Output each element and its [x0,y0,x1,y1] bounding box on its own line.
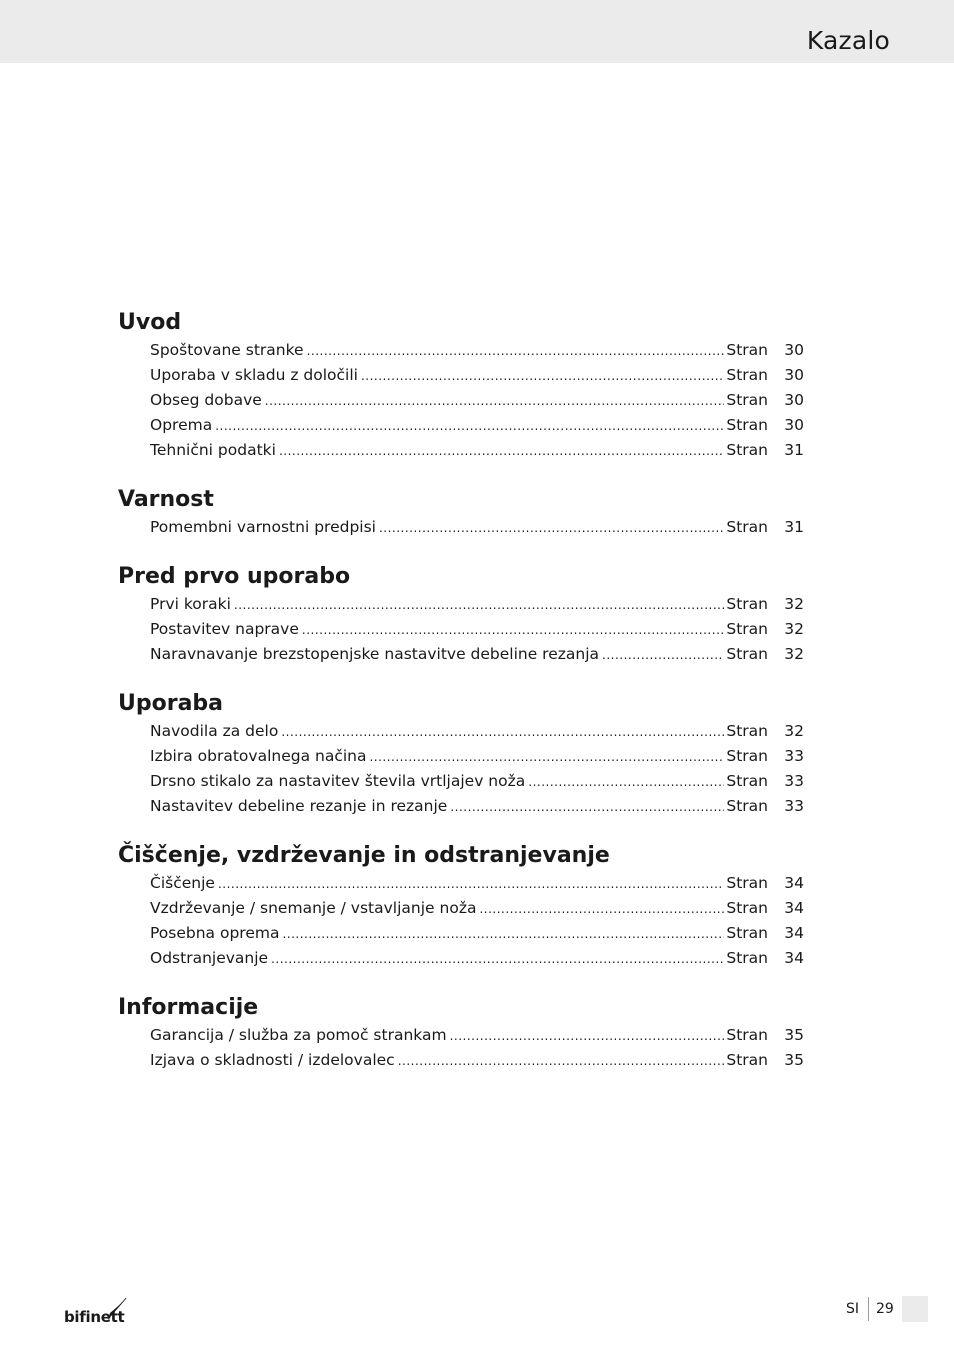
header-band [0,0,954,63]
section-title: Čiščenje, vzdrževanje in odstranjevanje [118,843,610,868]
entry-page-number: 34 [784,874,804,892]
dot-leader [265,389,725,414]
brand-name: bifinett [64,1308,125,1326]
toc-entry[interactable] [118,388,804,413]
entry-label: Stran [726,797,768,815]
entry-page-number: 35 [784,1051,804,1069]
toc-entry[interactable] [118,642,804,667]
toc-entry[interactable] [118,1023,804,1048]
entry-label: Stran [726,1051,768,1069]
entry-label: Stran [726,518,768,536]
toc-section-varnost [118,485,804,540]
entry-label: Stran [726,645,768,663]
dot-leader [218,872,724,897]
dot-leader [361,364,724,389]
toc-entry[interactable] [118,744,804,769]
entry-label: Stran [726,722,768,740]
entry-page-number: 34 [784,899,804,917]
page-title: Kazalo [806,26,890,55]
toc-entry[interactable] [118,363,804,388]
entry-text: Spoštovane stranke [150,341,304,359]
dot-leader [450,795,724,820]
entry-page-number: 33 [784,772,804,790]
dot-leader [281,720,724,745]
entry-text: Izjava o skladnosti / izdelovalec [150,1051,395,1069]
dot-leader [369,745,724,770]
section-title: Informacije [118,995,259,1020]
entry-label: Stran [726,949,768,967]
entry-label: Stran [726,441,768,459]
entry-text: Tehnični podatki [150,441,276,459]
dot-leader [398,1049,725,1074]
toc-entry[interactable] [118,515,804,540]
toc-entry[interactable] [118,617,804,642]
toc-entry[interactable] [118,794,804,819]
entry-page-number: 30 [784,416,804,434]
entry-text: Postavitev naprave [150,620,299,638]
entry-text: Pomembni varnostni predpisi [150,518,376,536]
toc-entry[interactable] [118,1048,804,1073]
entry-page-number: 31 [784,441,804,459]
toc-section-pred-prvo-uporabo [118,562,804,667]
entry-text: Vzdrževanje / snemanje / vstavljanje noža [150,899,477,917]
toc-entry[interactable] [118,921,804,946]
footer-divider [868,1297,869,1321]
entry-label: Stran [726,620,768,638]
entry-text: Obseg dobave [150,391,262,409]
entry-page-number: 34 [784,924,804,942]
toc-entry[interactable] [118,438,804,463]
dot-leader [282,922,724,947]
entry-text: Navodila za delo [150,722,279,740]
section-title: Uvod [118,310,182,335]
entry-label: Stran [726,366,768,384]
dot-leader [302,618,725,643]
dot-leader [234,593,724,618]
entry-text: Prvi koraki [150,595,231,613]
toc-entry[interactable] [118,946,804,971]
entry-label: Stran [726,747,768,765]
toc-entry[interactable] [118,871,804,896]
entry-page-number: 32 [784,722,804,740]
toc-section-uvod [118,308,804,463]
table-of-contents [118,308,804,1073]
section-title: Varnost [118,487,214,512]
entry-text: Posebna oprema [150,924,280,942]
entry-text: Naravnavanje brezstopenjske nastavitve debeline rezanja [150,645,600,663]
entry-page-number: 32 [784,595,804,613]
entry-label: Stran [726,1026,768,1044]
dot-leader [379,516,724,541]
entry-page-number: 33 [784,797,804,815]
entry-page-number: 31 [784,518,804,536]
toc-entry[interactable] [118,896,804,921]
entry-text: Garancija / služba za pomoč strankam [150,1026,447,1044]
language-code: SI [846,1301,860,1317]
entry-label: Stran [726,391,768,409]
entry-page-number: 30 [784,366,804,384]
entry-page-number: 33 [784,747,804,765]
toc-section-informacije [118,993,804,1073]
dot-leader [479,897,724,922]
entry-text: Izbira obratovalnega načina [150,747,367,765]
toc-entry[interactable] [118,719,804,744]
entry-page-number: 32 [784,645,804,663]
entry-label: Stran [726,772,768,790]
dot-leader [271,947,724,972]
entry-page-number: 35 [784,1026,804,1044]
entry-label: Stran [726,416,768,434]
toc-entry[interactable] [118,413,804,438]
section-title: Pred prvo uporabo [118,564,351,589]
entry-label: Stran [726,924,768,942]
entry-page-number: 30 [784,391,804,409]
toc-section-ciscenje [118,841,804,971]
entry-text: Čiščenje [150,874,215,892]
entry-label: Stran [726,341,768,359]
entry-text: Uporaba v skladu z določili [150,366,358,384]
dot-leader [279,439,724,464]
entry-text: Drsno stikalo za nastavitev števila vrtljajev noža [150,772,526,790]
dot-leader [528,770,724,795]
dot-leader [602,643,724,668]
entry-text: Oprema [150,416,213,434]
entry-label: Stran [726,874,768,892]
dot-leader [307,339,725,364]
toc-entry[interactable] [118,338,804,363]
page-number: 29 [876,1301,894,1317]
entry-page-number: 34 [784,949,804,967]
entry-page-number: 30 [784,341,804,359]
brand-logo [64,1296,128,1330]
toc-entry[interactable] [118,592,804,617]
entry-text: Odstranjevanje [150,949,269,967]
toc-section-uporaba [118,689,804,819]
entry-label: Stran [726,595,768,613]
entry-page-number: 32 [784,620,804,638]
entry-label: Stran [726,899,768,917]
dot-leader [450,1024,725,1049]
entry-text: Nastavitev debeline rezanje in rezanje [150,797,448,815]
footer-tab-marker [902,1296,928,1322]
section-title: Uporaba [118,691,224,716]
toc-entry[interactable] [118,769,804,794]
dot-leader [215,414,724,439]
